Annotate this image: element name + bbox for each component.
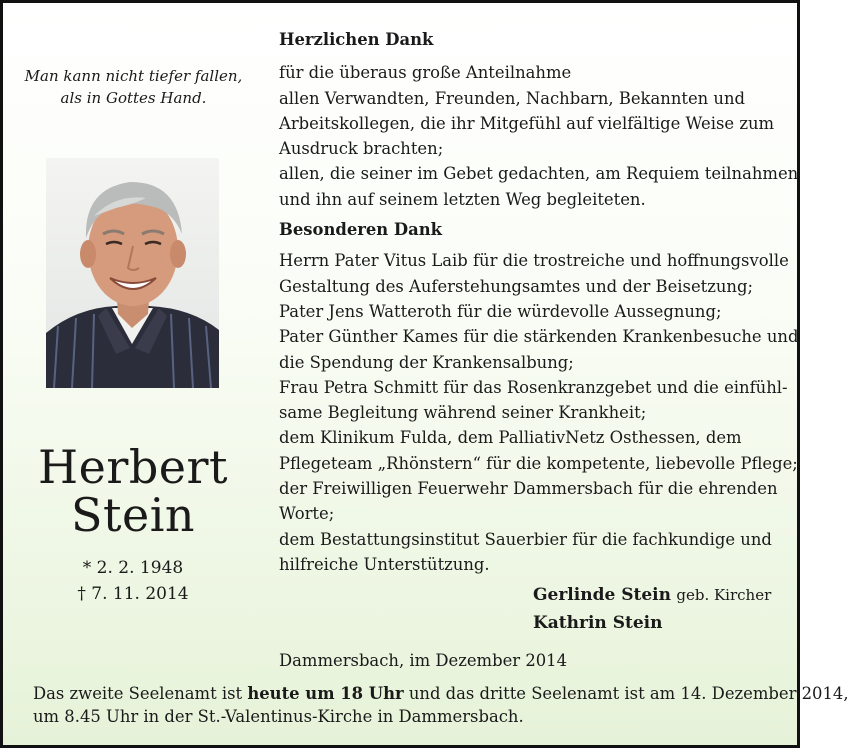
special-thanks-line: Pater Günther Kames für die stärkenden Krankenbesuche und	[279, 327, 799, 347]
deceased-name	[23, 440, 243, 542]
special-thanks-line: same Begleitung während seiner Krankheit;	[279, 403, 647, 423]
portrait-photo	[46, 158, 219, 388]
special-thanks-line: Pflegeteam „Rhönstern“ für die kompetente, liebevolle Pflege;	[279, 453, 798, 473]
signature-note: geb. Kircher	[676, 586, 772, 604]
footer-text: und das dritte Seelenamt ist am 14. Dezember 2014,	[403, 684, 849, 703]
thanks-heading: Herzlichen Dank	[279, 30, 434, 49]
signature-line	[533, 609, 793, 637]
signature-line	[533, 581, 793, 609]
footer-announcement	[33, 682, 849, 728]
special-thanks-line: hilfreiche Unterstützung.	[279, 554, 490, 574]
signature-name: Kathrin Stein	[533, 613, 663, 633]
thanks-line: allen Verwandten, Freunden, Nachbarn, Bekannten und	[279, 88, 746, 108]
deceased-last-name: Stein	[70, 488, 196, 542]
special-thanks-body	[279, 248, 799, 577]
place-date: Dammersbach, im Dezember 2014	[279, 651, 568, 670]
footer-text: Das zweite Seelenamt ist	[33, 684, 248, 703]
special-thanks-line: der Freiwilligen Feuerwehr Dammersbach für die ehrenden	[279, 479, 778, 499]
footer-line: um 8.45 Uhr in der St.-Valentinus-Kirche in Dammersbach.	[33, 707, 524, 726]
special-thanks-line: Frau Petra Schmitt für das Rosenkranzgebet und die einfühl-	[279, 377, 788, 397]
signature-name: Gerlinde Stein	[533, 585, 671, 605]
thanks-line: allen, die seiner im Gebet gedachten, am Requiem teilnahmen	[279, 164, 799, 184]
special-thanks-line: Herrn Pater Vitus Laib für die trostreiche und hoffnungsvolle	[279, 251, 789, 271]
special-thanks-line: die Spendung der Krankensalbung;	[279, 352, 574, 372]
footer-line	[33, 682, 849, 705]
thanks-line: Arbeitskollegen, die ihr Mitgefühl auf vielfältige Weise zum	[279, 113, 775, 133]
special-thanks-line: Gestaltung des Auferstehungsamtes und der Beisetzung;	[279, 276, 754, 296]
death-date: † 7. 11. 2014	[77, 584, 189, 604]
motto-quote	[21, 65, 246, 109]
life-dates	[23, 555, 243, 607]
special-thanks-line: dem Bestattungsinstitut Sauerbier für die fachkundige und	[279, 529, 772, 549]
thanks-body	[279, 60, 799, 212]
deceased-first-name: Herbert	[38, 440, 228, 494]
birth-date: * 2. 2. 1948	[82, 558, 184, 578]
special-thanks-line: dem Klinikum Fulda, dem PalliativNetz Osthessen, dem	[279, 428, 742, 448]
thanks-text	[279, 27, 799, 577]
special-thanks-line: Worte;	[279, 504, 335, 524]
special-thanks-line: Pater Jens Watteroth für die würdevolle Aussegnung;	[279, 301, 722, 321]
special-thanks-heading: Besonderen Dank	[279, 220, 443, 240]
motto-line: als in Gottes Hand.	[60, 89, 207, 107]
thanks-line: Ausdruck brachten;	[279, 139, 444, 159]
thanks-line: für die überaus große Anteilnahme	[279, 63, 572, 83]
motto-line: Man kann nicht tiefer fallen,	[24, 67, 243, 85]
thanks-line: und ihn auf seinem letzten Weg begleiteten.	[279, 189, 646, 209]
signatures	[533, 581, 793, 637]
footer-highlight: heute um 18 Uhr	[247, 684, 404, 703]
portrait-photo-icon	[46, 158, 219, 388]
